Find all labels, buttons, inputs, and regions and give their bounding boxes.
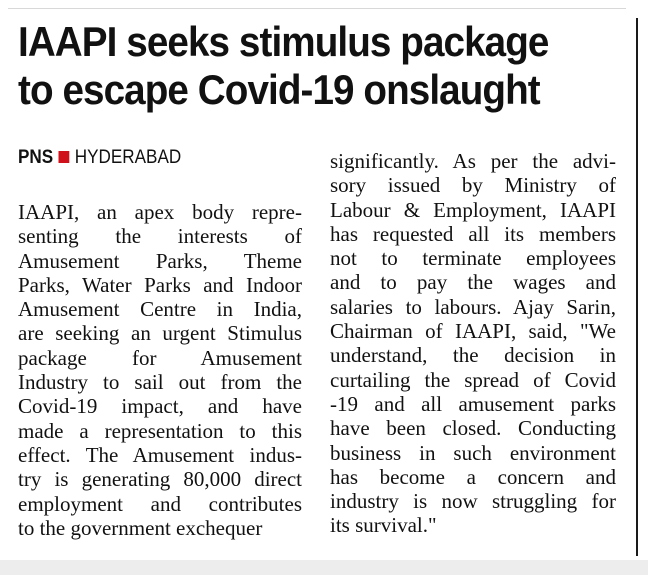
body-line: try is generating 80,000 direct [18, 467, 302, 492]
body-line: effect. The Amusement indus- [18, 442, 302, 467]
column-rule [636, 18, 638, 556]
body-line: are seeking an urgent Stimulus [18, 321, 302, 346]
body-line: Amusement Centre in India, [18, 297, 302, 322]
body-column-left [18, 200, 302, 540]
body-line: Industry to sail out from the [18, 370, 302, 395]
body-line: IAAPI, an apex body repre- [18, 200, 302, 224]
body-line: sory issued by Ministry of [330, 173, 616, 198]
body-line: senting the interests of [18, 224, 302, 249]
red-square-icon [59, 151, 70, 163]
body-line: its survival." [330, 513, 437, 538]
headline-line: to escape Covid-19 onslaught [18, 66, 540, 113]
body-line: made a representation to this [18, 418, 302, 443]
body-line: has become a concern and [330, 464, 616, 489]
byline-location: HYDERABAD [74, 147, 182, 168]
headline-line: IAAPI seeks stimulus package [18, 18, 549, 65]
byline-agency: PNS [18, 147, 54, 168]
body-line: industry is now struggling for [330, 489, 616, 514]
body-line: Chairman of IAAPI, said, "We [330, 319, 616, 344]
body-line: has requested all its members [330, 221, 616, 246]
body-line: package for Amusement [18, 345, 302, 370]
headline [18, 18, 581, 114]
body-line: Covid-19 impact, and have [18, 394, 302, 419]
body-line: business in such environment [330, 440, 616, 465]
body-line: -19 and all amusement parks [330, 391, 616, 416]
body-line: curtailing the spread of Covid [330, 367, 616, 392]
body-line: Labour & Employment, IAAPI [330, 197, 616, 222]
body-line: Amusement Parks, Theme [18, 248, 302, 273]
top-rule [8, 8, 626, 9]
body-line: salaries to labours. Ajay Sarin, [330, 294, 616, 319]
body-column-right [330, 149, 616, 538]
body-line: to the government exchequer [18, 515, 263, 540]
body-line: understand, the decision in [330, 343, 616, 368]
byline [18, 146, 181, 170]
body-line: not to terminate employees [330, 246, 616, 271]
body-line: employment and contributes [18, 491, 302, 516]
body-line: significantly. As per the advi- [330, 149, 616, 173]
bottom-margin [0, 560, 648, 575]
body-line: Parks, Water Parks and Indoor [18, 272, 302, 297]
body-line: have been closed. Conducting [330, 416, 616, 441]
body-line: and to pay the wages and [330, 270, 616, 295]
